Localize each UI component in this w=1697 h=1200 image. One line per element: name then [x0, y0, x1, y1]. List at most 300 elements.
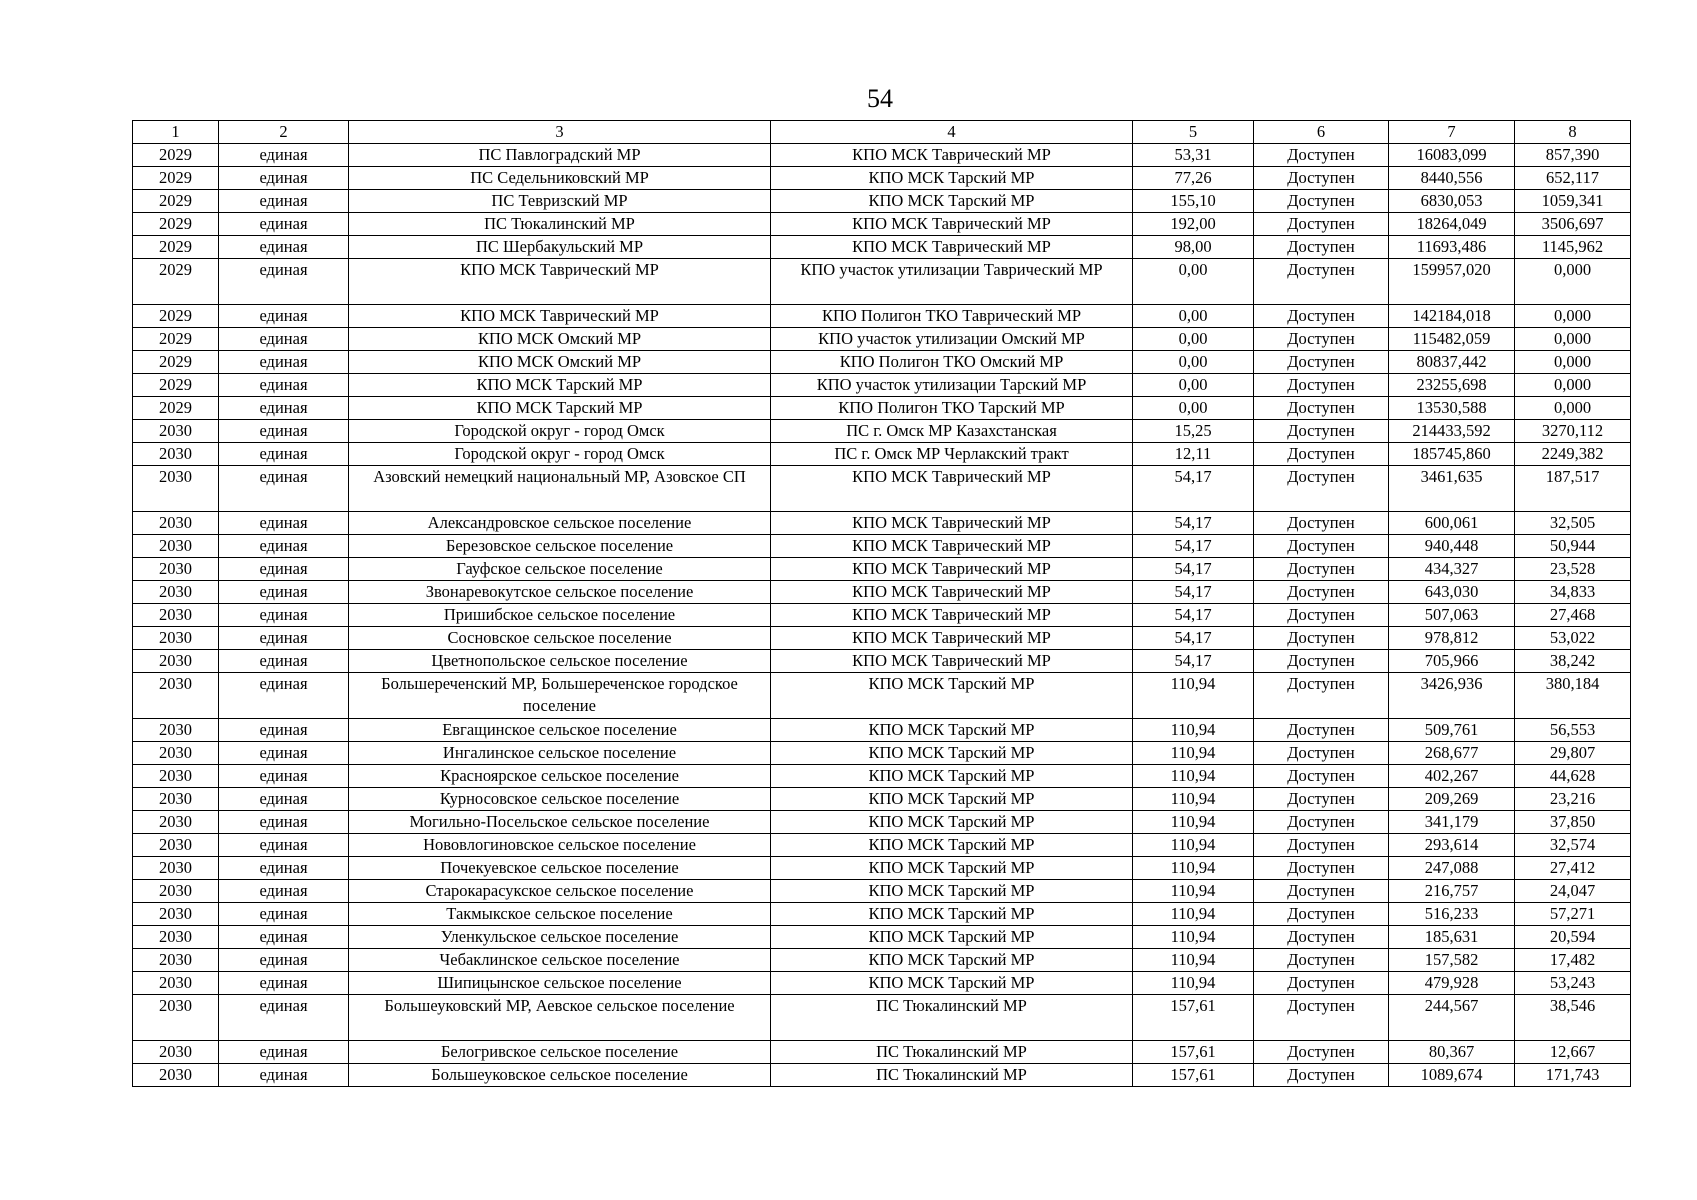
table-cell: 38,242	[1515, 650, 1631, 673]
table-cell: Уленкульское сельское поселение	[349, 926, 771, 949]
column-header: 5	[1133, 121, 1254, 144]
table-cell: Белогривское сельское поселение	[349, 1041, 771, 1064]
table-cell: 293,614	[1389, 834, 1515, 857]
table-cell: 3506,697	[1515, 213, 1631, 236]
table-cell: единая	[219, 765, 349, 788]
table-cell: Березовское сельское поселение	[349, 535, 771, 558]
table-cell: 2030	[133, 1041, 219, 1064]
table-cell: Доступен	[1254, 581, 1389, 604]
table-cell: Ингалинское сельское поселение	[349, 742, 771, 765]
table-cell: 23255,698	[1389, 374, 1515, 397]
table-cell: ПС Шербакульский МР	[349, 236, 771, 259]
table-cell: 110,94	[1133, 719, 1254, 742]
table-cell: Доступен	[1254, 972, 1389, 995]
table-cell: 53,243	[1515, 972, 1631, 995]
table-cell: 157,61	[1133, 1064, 1254, 1087]
table-row	[133, 581, 1631, 604]
table-cell: 643,030	[1389, 581, 1515, 604]
table-cell: 54,17	[1133, 466, 1254, 512]
table-cell: 705,966	[1389, 650, 1515, 673]
table-cell: ПС Тюкалинский МР	[771, 1041, 1133, 1064]
table-cell: 2030	[133, 604, 219, 627]
table-cell: 0,000	[1515, 305, 1631, 328]
table-cell: 2030	[133, 673, 219, 719]
table-cell: КПО МСК Тарский МР	[771, 903, 1133, 926]
table-cell: КПО МСК Таврический МР	[771, 236, 1133, 259]
table-cell: Доступен	[1254, 144, 1389, 167]
table-cell: 2030	[133, 627, 219, 650]
table-cell: 54,17	[1133, 581, 1254, 604]
table-cell: 1145,962	[1515, 236, 1631, 259]
table-cell: 2030	[133, 765, 219, 788]
table-row	[133, 190, 1631, 213]
table-cell: 54,17	[1133, 650, 1254, 673]
table-cell: 56,553	[1515, 719, 1631, 742]
table-row	[133, 627, 1631, 650]
table-cell: 216,757	[1389, 880, 1515, 903]
table-row	[133, 236, 1631, 259]
table-cell: единая	[219, 351, 349, 374]
table-cell: 50,944	[1515, 535, 1631, 558]
table-cell: 2029	[133, 167, 219, 190]
table-cell: 38,546	[1515, 995, 1631, 1041]
table-cell: 209,269	[1389, 788, 1515, 811]
table-cell: Евгащинское сельское поселение	[349, 719, 771, 742]
table-header-row	[133, 121, 1631, 144]
table-cell: единая	[219, 259, 349, 305]
table-cell: 1089,674	[1389, 1064, 1515, 1087]
table-cell: 0,00	[1133, 374, 1254, 397]
table-cell: КПО Полигон ТКО Тарский МР	[771, 397, 1133, 420]
table-row	[133, 213, 1631, 236]
column-header: 2	[219, 121, 349, 144]
table-cell: КПО МСК Тарский МР	[349, 374, 771, 397]
table-cell: 2030	[133, 558, 219, 581]
table-cell: 2030	[133, 650, 219, 673]
table-cell: Почекуевское сельское поселение	[349, 857, 771, 880]
table-cell: Доступен	[1254, 190, 1389, 213]
table-cell: 2029	[133, 259, 219, 305]
table-cell: Доступен	[1254, 259, 1389, 305]
table-row	[133, 604, 1631, 627]
table-cell: Доступен	[1254, 926, 1389, 949]
table-cell: 2030	[133, 719, 219, 742]
table-cell: Доступен	[1254, 673, 1389, 719]
table-cell: 110,94	[1133, 742, 1254, 765]
table-cell: 2029	[133, 351, 219, 374]
table-row	[133, 535, 1631, 558]
table-cell: КПО МСК Тарский МР	[771, 834, 1133, 857]
table-cell: 34,833	[1515, 581, 1631, 604]
table-cell: ПС Павлоградский МР	[349, 144, 771, 167]
table-cell: 12,667	[1515, 1041, 1631, 1064]
table-cell: Гауфское сельское поселение	[349, 558, 771, 581]
table-cell: Доступен	[1254, 558, 1389, 581]
table-cell: КПО МСК Тарский МР	[349, 397, 771, 420]
table-cell: КПО МСК Таврический МР	[771, 144, 1133, 167]
table-cell: 2029	[133, 190, 219, 213]
table-cell: Доступен	[1254, 857, 1389, 880]
table-cell: 2249,382	[1515, 443, 1631, 466]
table-cell: 18264,049	[1389, 213, 1515, 236]
table-cell: Доступен	[1254, 351, 1389, 374]
table-row	[133, 650, 1631, 673]
table-cell: 2029	[133, 213, 219, 236]
table-cell: 187,517	[1515, 466, 1631, 512]
table-row	[133, 558, 1631, 581]
table-cell: Доступен	[1254, 719, 1389, 742]
table-cell: Доступен	[1254, 995, 1389, 1041]
table-cell: 2029	[133, 305, 219, 328]
table-cell: 32,574	[1515, 834, 1631, 857]
table-cell: 3426,936	[1389, 673, 1515, 719]
table-cell: 652,117	[1515, 167, 1631, 190]
table-cell: Доступен	[1254, 949, 1389, 972]
table-cell: 0,00	[1133, 305, 1254, 328]
table-cell: 214433,592	[1389, 420, 1515, 443]
table-cell: 2029	[133, 374, 219, 397]
table-cell: 2030	[133, 926, 219, 949]
column-header: 6	[1254, 121, 1389, 144]
table-row	[133, 949, 1631, 972]
table-cell: Доступен	[1254, 374, 1389, 397]
table-cell: 110,94	[1133, 857, 1254, 880]
table-cell: единая	[219, 420, 349, 443]
table-cell: 54,17	[1133, 604, 1254, 627]
table-row	[133, 857, 1631, 880]
table-cell: 110,94	[1133, 972, 1254, 995]
table-row	[133, 512, 1631, 535]
table-cell: 2030	[133, 420, 219, 443]
table-cell: единая	[219, 190, 349, 213]
table-cell: единая	[219, 949, 349, 972]
table-cell: 29,807	[1515, 742, 1631, 765]
table-cell: Большереченский МР, Большереченское городское поселение	[349, 673, 771, 719]
table-cell: КПО МСК Омский МР	[349, 328, 771, 351]
table-cell: Доступен	[1254, 466, 1389, 512]
table-cell: 23,216	[1515, 788, 1631, 811]
table-row	[133, 834, 1631, 857]
table-cell: 53,31	[1133, 144, 1254, 167]
table-cell: 2030	[133, 443, 219, 466]
table-cell: Звонаревокутское сельское поселение	[349, 581, 771, 604]
table-cell: 8440,556	[1389, 167, 1515, 190]
table-row	[133, 466, 1631, 512]
table-cell: 54,17	[1133, 535, 1254, 558]
column-header: 7	[1389, 121, 1515, 144]
table-cell: 115482,059	[1389, 328, 1515, 351]
table-cell: КПО МСК Тарский МР	[771, 857, 1133, 880]
table-cell: 247,088	[1389, 857, 1515, 880]
table-cell: 16083,099	[1389, 144, 1515, 167]
table-cell: КПО МСК Тарский МР	[771, 788, 1133, 811]
table-cell: ПС Тюкалинский МР	[349, 213, 771, 236]
table-cell: 57,271	[1515, 903, 1631, 926]
table-cell: КПО участок утилизации Омский МР	[771, 328, 1133, 351]
table-cell: 857,390	[1515, 144, 1631, 167]
table-row	[133, 328, 1631, 351]
table-cell: Доступен	[1254, 1041, 1389, 1064]
table-cell: 159957,020	[1389, 259, 1515, 305]
table-cell: единая	[219, 650, 349, 673]
table-cell: КПО МСК Таврический МР	[771, 213, 1133, 236]
table-cell: 2030	[133, 1064, 219, 1087]
table-cell: единая	[219, 144, 349, 167]
table-cell: 2030	[133, 857, 219, 880]
table-cell: Доступен	[1254, 213, 1389, 236]
table-cell: единая	[219, 581, 349, 604]
table-cell: 157,61	[1133, 1041, 1254, 1064]
table-cell: Доступен	[1254, 811, 1389, 834]
table-cell: 0,000	[1515, 351, 1631, 374]
table-cell: 0,00	[1133, 351, 1254, 374]
table-cell: КПО МСК Таврический МР	[771, 558, 1133, 581]
table-cell: КПО МСК Тарский МР	[771, 765, 1133, 788]
table-cell: 2029	[133, 328, 219, 351]
table-cell: 54,17	[1133, 627, 1254, 650]
table-cell: 53,022	[1515, 627, 1631, 650]
table-cell: 2030	[133, 903, 219, 926]
table-cell: 0,00	[1133, 397, 1254, 420]
table-cell: Доступен	[1254, 788, 1389, 811]
table-row	[133, 443, 1631, 466]
table-cell: Городской округ - город Омск	[349, 420, 771, 443]
table-cell: КПО МСК Тарский МР	[771, 742, 1133, 765]
column-header: 8	[1515, 121, 1631, 144]
table-cell: Большеуковское сельское поселение	[349, 1064, 771, 1087]
table-cell: 479,928	[1389, 972, 1515, 995]
table-cell: 244,567	[1389, 995, 1515, 1041]
table-cell: единая	[219, 719, 349, 742]
table-cell: 2030	[133, 972, 219, 995]
table-cell: 27,412	[1515, 857, 1631, 880]
data-table	[132, 120, 1631, 1087]
table-cell: Доступен	[1254, 305, 1389, 328]
table-cell: 6830,053	[1389, 190, 1515, 213]
table-cell: Сосновское сельское поселение	[349, 627, 771, 650]
table-cell: 600,061	[1389, 512, 1515, 535]
table-cell: ПС г. Омск МР Черлакский тракт	[771, 443, 1133, 466]
table-row	[133, 144, 1631, 167]
table-cell: единая	[219, 673, 349, 719]
table-row	[133, 1041, 1631, 1064]
table-row	[133, 880, 1631, 903]
table-cell: 341,179	[1389, 811, 1515, 834]
table-cell: 37,850	[1515, 811, 1631, 834]
table-cell: единая	[219, 742, 349, 765]
table-cell: КПО участок утилизации Тарский МР	[771, 374, 1133, 397]
table-cell: Доступен	[1254, 880, 1389, 903]
table-cell: 157,582	[1389, 949, 1515, 972]
table-cell: 110,94	[1133, 880, 1254, 903]
table-cell: Старокарасукское сельское поселение	[349, 880, 771, 903]
table-cell: единая	[219, 857, 349, 880]
table-cell: КПО МСК Таврический МР	[771, 512, 1133, 535]
table-cell: единая	[219, 972, 349, 995]
table-row	[133, 259, 1631, 305]
table-cell: КПО МСК Тарский МР	[771, 673, 1133, 719]
table-cell: Доступен	[1254, 765, 1389, 788]
table-cell: Доступен	[1254, 627, 1389, 650]
table-row	[133, 1064, 1631, 1087]
table-cell: 110,94	[1133, 926, 1254, 949]
table-cell: Доступен	[1254, 167, 1389, 190]
table-cell: единая	[219, 834, 349, 857]
table-cell: КПО МСК Таврический МР	[771, 535, 1133, 558]
table-cell: 80,367	[1389, 1041, 1515, 1064]
table-row	[133, 765, 1631, 788]
table-cell: единая	[219, 903, 349, 926]
table-cell: КПО МСК Тарский МР	[771, 949, 1133, 972]
table-cell: 54,17	[1133, 512, 1254, 535]
table-cell: ПС г. Омск МР Казахстанская	[771, 420, 1133, 443]
table-cell: 32,505	[1515, 512, 1631, 535]
table-cell: 940,448	[1389, 535, 1515, 558]
table-cell: Чебаклинское сельское поселение	[349, 949, 771, 972]
table-row	[133, 719, 1631, 742]
table-cell: 2030	[133, 834, 219, 857]
table-cell: 0,00	[1133, 328, 1254, 351]
table-row	[133, 305, 1631, 328]
table-cell: 0,000	[1515, 374, 1631, 397]
table-cell: Доступен	[1254, 742, 1389, 765]
table-cell: 110,94	[1133, 811, 1254, 834]
table-row	[133, 742, 1631, 765]
table-cell: Доступен	[1254, 328, 1389, 351]
table-row	[133, 167, 1631, 190]
table-cell: Александровское сельское поселение	[349, 512, 771, 535]
table-cell: КПО МСК Таврический МР	[771, 627, 1133, 650]
table-cell: 27,468	[1515, 604, 1631, 627]
table-cell: КПО МСК Таврический МР	[771, 581, 1133, 604]
table-row	[133, 673, 1631, 719]
table-cell: КПО МСК Таврический МР	[771, 466, 1133, 512]
table-cell: 13530,588	[1389, 397, 1515, 420]
table-cell: Доступен	[1254, 397, 1389, 420]
table-cell: КПО участок утилизации Таврический МР	[771, 259, 1133, 305]
table-cell: Доступен	[1254, 512, 1389, 535]
table-cell: Городской округ - город Омск	[349, 443, 771, 466]
table-cell: 380,184	[1515, 673, 1631, 719]
table-cell: КПО МСК Тарский МР	[771, 719, 1133, 742]
table-row	[133, 420, 1631, 443]
table-cell: Нововлогиновское сельское поселение	[349, 834, 771, 857]
table-cell: 2029	[133, 236, 219, 259]
table-cell: Цветнопольское сельское поселение	[349, 650, 771, 673]
table-cell: 80837,442	[1389, 351, 1515, 374]
table-cell: 516,233	[1389, 903, 1515, 926]
table-cell: единая	[219, 926, 349, 949]
table-cell: 110,94	[1133, 903, 1254, 926]
table-cell: 434,327	[1389, 558, 1515, 581]
table-cell: единая	[219, 512, 349, 535]
table-cell: единая	[219, 880, 349, 903]
table-cell: 157,61	[1133, 995, 1254, 1041]
table-cell: 77,26	[1133, 167, 1254, 190]
table-cell: 54,17	[1133, 558, 1254, 581]
table-cell: 110,94	[1133, 788, 1254, 811]
table-cell: 23,528	[1515, 558, 1631, 581]
table-cell: 142184,018	[1389, 305, 1515, 328]
table-cell: 2030	[133, 512, 219, 535]
table-cell: единая	[219, 535, 349, 558]
table-cell: 110,94	[1133, 949, 1254, 972]
table-body	[133, 144, 1631, 1087]
table-cell: Курносовское сельское поселение	[349, 788, 771, 811]
table-cell: 110,94	[1133, 834, 1254, 857]
table-cell: ПС Седельниковский МР	[349, 167, 771, 190]
table-cell: 98,00	[1133, 236, 1254, 259]
table-cell: 3461,635	[1389, 466, 1515, 512]
table-row	[133, 788, 1631, 811]
table-cell: 2030	[133, 995, 219, 1041]
table-row	[133, 926, 1631, 949]
table-row	[133, 351, 1631, 374]
table-cell: 185745,860	[1389, 443, 1515, 466]
table-cell: 0,000	[1515, 259, 1631, 305]
table-cell: 2029	[133, 144, 219, 167]
table-cell: 1059,341	[1515, 190, 1631, 213]
table-cell: ПС Тюкалинский МР	[771, 995, 1133, 1041]
table-cell: Доступен	[1254, 420, 1389, 443]
page-number: 54	[867, 84, 893, 113]
table-cell: единая	[219, 167, 349, 190]
table-cell: Шипицынское сельское поселение	[349, 972, 771, 995]
table-row	[133, 397, 1631, 420]
table-cell: единая	[219, 1041, 349, 1064]
table-cell: единая	[219, 788, 349, 811]
table-cell: единая	[219, 811, 349, 834]
table-cell: 171,743	[1515, 1064, 1631, 1087]
table-cell: 110,94	[1133, 765, 1254, 788]
column-header: 1	[133, 121, 219, 144]
table-cell: 44,628	[1515, 765, 1631, 788]
table-cell: 2030	[133, 466, 219, 512]
table-row	[133, 811, 1631, 834]
table-cell: 155,10	[1133, 190, 1254, 213]
table-cell: 24,047	[1515, 880, 1631, 903]
table-cell: 12,11	[1133, 443, 1254, 466]
table-cell: 2030	[133, 581, 219, 604]
table-cell: 0,000	[1515, 397, 1631, 420]
table-cell: единая	[219, 397, 349, 420]
table-cell: Доступен	[1254, 535, 1389, 558]
table-cell: единая	[219, 236, 349, 259]
table-cell: единая	[219, 374, 349, 397]
table-cell: 507,063	[1389, 604, 1515, 627]
table-cell: 2030	[133, 811, 219, 834]
table-cell: 2030	[133, 788, 219, 811]
table-cell: 402,267	[1389, 765, 1515, 788]
table-cell: 185,631	[1389, 926, 1515, 949]
table-cell: КПО МСК Тарский МР	[771, 811, 1133, 834]
table-cell: Красноярское сельское поселение	[349, 765, 771, 788]
table-cell: Доступен	[1254, 1064, 1389, 1087]
table-cell: 268,677	[1389, 742, 1515, 765]
table-cell: 192,00	[1133, 213, 1254, 236]
table-cell: единая	[219, 604, 349, 627]
table-cell: ПС Тевризский МР	[349, 190, 771, 213]
table-cell: КПО Полигон ТКО Таврический МР	[771, 305, 1133, 328]
table-cell: Большеуковский МР, Аевское сельское поселение	[349, 995, 771, 1041]
table-cell: единая	[219, 466, 349, 512]
table-cell: 2029	[133, 397, 219, 420]
table-row	[133, 995, 1631, 1041]
table-cell: Доступен	[1254, 903, 1389, 926]
table-row	[133, 374, 1631, 397]
table-cell: Могильно-Посельское сельское поселение	[349, 811, 771, 834]
table-cell: КПО Полигон ТКО Омский МР	[771, 351, 1133, 374]
